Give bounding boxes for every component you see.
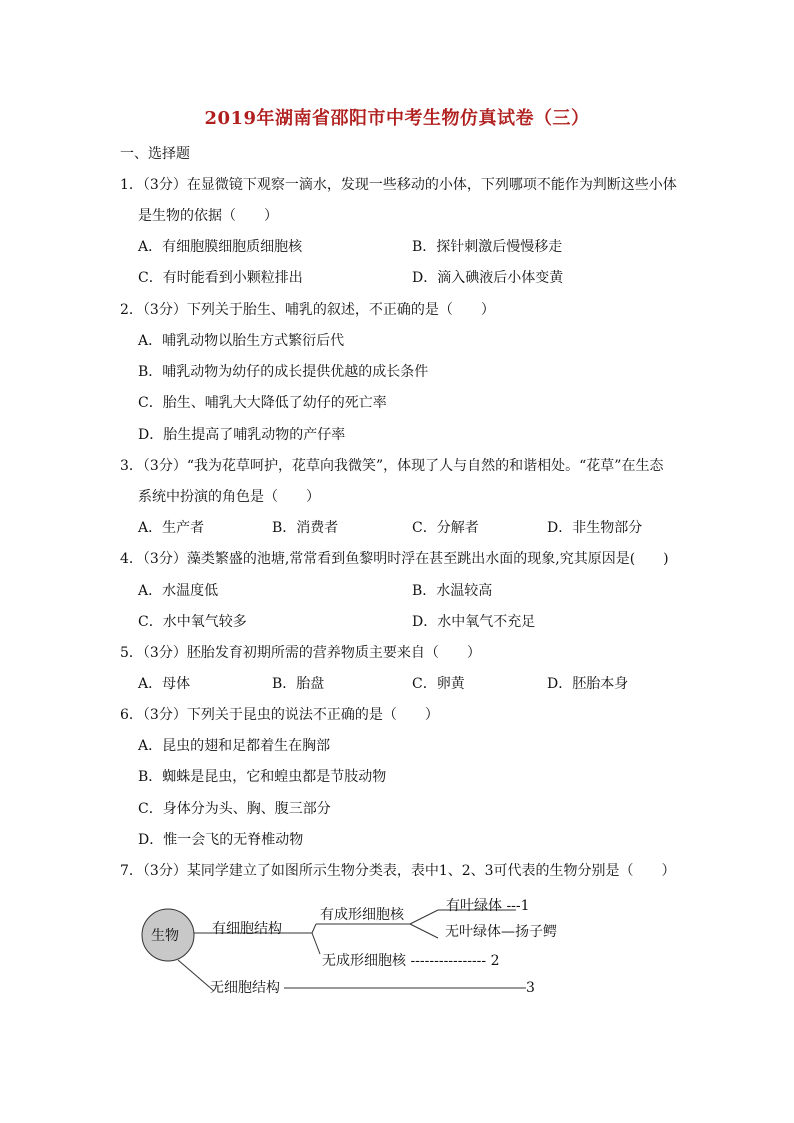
diagram-cellular-label: 有细胞结构 xyxy=(212,921,282,937)
branch-to-no-nucleus xyxy=(312,933,320,954)
question-4-option-d: D．水中氧气不充足 xyxy=(412,614,536,630)
question-1-option-b: B．探针刺激后慢慢移走 xyxy=(412,239,563,255)
diagram-no-chlorophyll-label: 无叶绿体—扬子鳄 xyxy=(445,924,557,940)
section-heading: 一、选择题 xyxy=(120,146,190,162)
question-5-option-b: B．胎盘 xyxy=(272,676,325,692)
diagram-label-3: 3 xyxy=(526,980,535,996)
classification-diagram xyxy=(138,896,568,1006)
question-5-option-d: D．胚胎本身 xyxy=(547,676,629,692)
question-3-option-d: D．非生物部分 xyxy=(547,520,643,536)
question-4-option-c: C．水中氧气较多 xyxy=(138,614,247,630)
branch-to-chlorophyll xyxy=(410,910,438,924)
diagram-acellular-label: 无细胞结构 xyxy=(210,980,280,996)
branch-to-no-chlorophyll xyxy=(410,924,438,938)
diagram-root-label: 生物 xyxy=(151,928,179,944)
question-3-option-b: B．消费者 xyxy=(272,520,339,536)
question-2-option-d: D．胎生提高了哺乳动物的产仔率 xyxy=(138,427,346,443)
question-2-option-a: A．哺乳动物以胎生方式繁衍后代 xyxy=(138,333,345,349)
question-5-option-c: C．卵黄 xyxy=(412,676,465,692)
question-7-stem: 7．（3分）某同学建立了如图所示生物分类表，表中1、2、3可代表的生物分别是（ ） xyxy=(120,863,676,879)
question-1-option-c: C．有时能看到小颗粒排出 xyxy=(138,270,303,286)
question-4-option-a: A．水温度低 xyxy=(138,583,219,599)
branch-acellular-diag xyxy=(178,960,214,991)
question-2-option-c: C．胎生、哺乳大大降低了幼仔的死亡率 xyxy=(138,395,387,411)
question-2-stem: 2．（3分）下列关于胎生、哺乳的叙述，不正确的是（ ） xyxy=(120,302,495,318)
question-1-option-a: A．有细胞膜细胞质细胞核 xyxy=(138,239,303,255)
question-1-stem: 1．（3分）在显微镜下观察一滴水，发现一些移动的小体，下列哪项不能作为判断这些小体 xyxy=(120,177,677,193)
diagram-nucleated-label: 有成形细胞核 xyxy=(320,907,404,923)
question-4-option-b: B．水温较高 xyxy=(412,583,493,599)
question-3-stem-cont: 系统中扮演的角色是（ ） xyxy=(138,489,320,505)
question-6-option-b: B．蜘蛛是昆虫，它和蝗虫都是节肢动物 xyxy=(138,769,387,785)
exam-title: 2019年湖南省邵阳市中考生物仿真试卷（三） xyxy=(204,108,590,129)
branch-to-nucleated xyxy=(312,924,316,933)
diagram-no-nucleus-label: 无成形细胞核 ---------------- 2 xyxy=(322,953,500,969)
question-4-stem: 4．（3分）藻类繁盛的池塘,常常看到鱼黎明时浮在甚至跳出水面的现象,究其原因是( ) xyxy=(120,551,669,567)
question-5-option-a: A．母体 xyxy=(138,676,191,692)
diagram-chlorophyll-label: 有叶绿体 ---1 xyxy=(446,898,530,914)
question-6-option-c: C．身体分为头、胸、腹三部分 xyxy=(138,801,331,817)
question-5-stem: 5．（3分）胚胎发育初期所需的营养物质主要来自（ ） xyxy=(120,645,481,661)
question-6-option-d: D．惟一会飞的无脊椎动物 xyxy=(138,832,304,848)
question-3-option-c: C．分解者 xyxy=(412,520,479,536)
question-1-option-d: D．滴入碘液后小体变黄 xyxy=(412,270,564,286)
question-6-option-a: A．昆虫的翅和足都着生在胸部 xyxy=(138,738,331,754)
question-3-option-a: A．生产者 xyxy=(138,520,205,536)
question-3-stem: 3．（3分）“我为花草呵护，花草向我微笑”，体现了人与自然的和谐相处。“花草”在生态 xyxy=(120,458,664,474)
question-6-stem: 6．（3分）下列关于昆虫的说法不正确的是（ ） xyxy=(120,707,439,723)
question-2-option-b: B．哺乳动物为幼仔的成长提供优越的成长条件 xyxy=(138,364,429,380)
question-1-stem-cont: 是生物的依据（ ） xyxy=(138,208,278,224)
